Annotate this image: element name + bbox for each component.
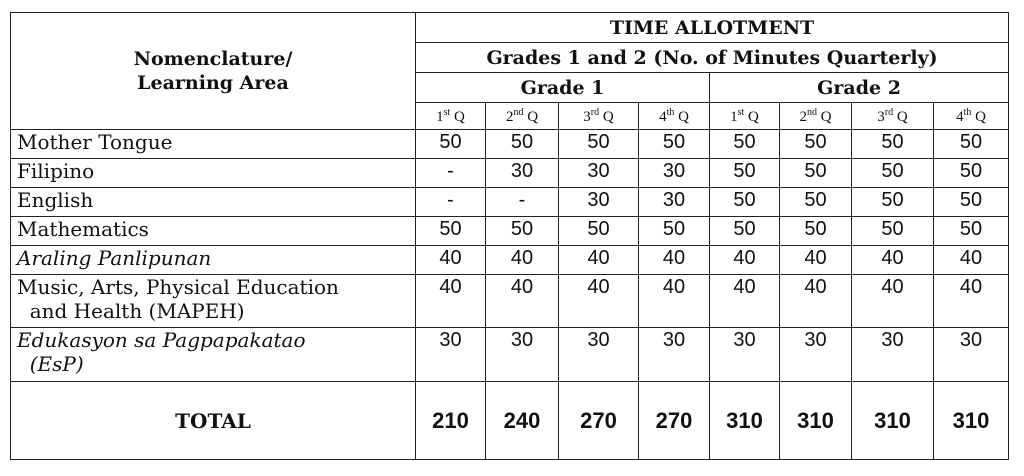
- total-cell: 270: [559, 382, 639, 460]
- quarter-header: [852, 103, 934, 130]
- minutes-cell: 30: [639, 328, 710, 382]
- quarter-header: [710, 103, 780, 130]
- quarter-suffix: rd: [590, 106, 600, 118]
- minutes-cell: 40: [416, 275, 486, 328]
- minutes-cell: 50: [780, 188, 852, 217]
- quarter-suffix: th: [963, 106, 972, 118]
- minutes-cell: 50: [710, 188, 780, 217]
- quarter-header: [780, 103, 852, 130]
- minutes-cell: 50: [934, 130, 1009, 159]
- minutes-cell: 50: [416, 217, 486, 246]
- minutes-cell: 50: [934, 159, 1009, 188]
- minutes-cell: 50: [559, 217, 639, 246]
- row-header-text: Nomenclature/ Learning Area: [133, 48, 293, 94]
- quarter-suffix: th: [666, 106, 675, 118]
- quarter-header: [416, 103, 486, 130]
- table-row: [11, 188, 1009, 217]
- minutes-cell: 50: [934, 217, 1009, 246]
- learning-area-cell: English: [11, 188, 416, 217]
- quarter-number: 2: [799, 108, 807, 125]
- total-row: [11, 382, 1009, 460]
- minutes-cell: 50: [486, 130, 559, 159]
- minutes-cell: 40: [486, 275, 559, 328]
- minutes-cell: 50: [639, 217, 710, 246]
- total-cell: 310: [710, 382, 780, 460]
- quarter-header: [559, 103, 639, 130]
- minutes-cell: 30: [486, 159, 559, 188]
- minutes-cell: -: [486, 188, 559, 217]
- table-row: [11, 130, 1009, 159]
- minutes-cell: 40: [852, 246, 934, 275]
- quarter-letter: Q: [523, 108, 539, 125]
- quarter-number: 1: [730, 108, 738, 125]
- table-row: [11, 217, 1009, 246]
- quarter-letter: Q: [744, 108, 759, 125]
- minutes-cell: 40: [416, 246, 486, 275]
- minutes-cell: 50: [852, 188, 934, 217]
- quarter-letter: Q: [599, 108, 614, 125]
- minutes-cell: 40: [559, 275, 639, 328]
- quarter-header: [639, 103, 710, 130]
- quarter-suffix: st: [737, 106, 745, 118]
- minutes-cell: 50: [780, 159, 852, 188]
- minutes-cell: 50: [934, 188, 1009, 217]
- learning-area-cell: Mathematics: [11, 217, 416, 246]
- quarter-letter: Q: [450, 108, 465, 125]
- minutes-cell: 30: [639, 188, 710, 217]
- row-header-nomenclature: [11, 13, 416, 130]
- quarter-suffix: rd: [884, 106, 894, 118]
- minutes-cell: 30: [852, 328, 934, 382]
- quarter-letter: Q: [893, 108, 908, 125]
- minutes-cell: 40: [710, 246, 780, 275]
- minutes-cell: 40: [639, 246, 710, 275]
- minutes-cell: 50: [559, 130, 639, 159]
- minutes-cell: -: [416, 188, 486, 217]
- minutes-cell: 30: [559, 188, 639, 217]
- total-cell: 310: [780, 382, 852, 460]
- quarter-number: 3: [583, 108, 591, 125]
- quarter-number: 2: [505, 108, 514, 125]
- minutes-cell: 30: [486, 328, 559, 382]
- minutes-cell: 40: [780, 275, 852, 328]
- grades-caption: Grades 1 and 2 (No. of Minutes Quarterly): [416, 43, 1009, 73]
- minutes-cell: 50: [710, 217, 780, 246]
- minutes-cell: 50: [852, 159, 934, 188]
- quarter-number: 4: [659, 108, 667, 125]
- total-cell: 210: [416, 382, 486, 460]
- quarter-header: [934, 103, 1009, 130]
- minutes-cell: 50: [416, 130, 486, 159]
- minutes-cell: 30: [710, 328, 780, 382]
- minutes-cell: 50: [486, 217, 559, 246]
- total-cell: 310: [934, 382, 1009, 460]
- minutes-cell: 40: [710, 275, 780, 328]
- learning-area-cell: Mother Tongue: [11, 130, 416, 159]
- quarter-suffix: st: [443, 106, 451, 118]
- minutes-cell: 50: [780, 130, 852, 159]
- total-label: TOTAL: [11, 382, 416, 460]
- quarter-header: [486, 103, 559, 130]
- minutes-cell: 40: [852, 275, 934, 328]
- minutes-cell: 30: [416, 328, 486, 382]
- minutes-cell: 40: [934, 246, 1009, 275]
- minutes-cell: 30: [934, 328, 1009, 382]
- table-row: [11, 275, 1009, 328]
- minutes-cell: -: [416, 159, 486, 188]
- learning-area-cell: Music, Arts, Physical Education and Health (MAPEH): [11, 275, 416, 328]
- learning-area-cell: Edukasyon sa Pagpapakatao (EsP): [11, 328, 416, 382]
- minutes-cell: 50: [852, 217, 934, 246]
- quarter-number: 1: [436, 108, 444, 125]
- grade1-header: Grade 1: [416, 73, 710, 103]
- minutes-cell: 40: [486, 246, 559, 275]
- minutes-cell: 40: [780, 246, 852, 275]
- minutes-cell: 40: [934, 275, 1009, 328]
- quarter-letter: Q: [674, 108, 689, 125]
- minutes-cell: 50: [780, 217, 852, 246]
- learning-area-cell: Araling Panlipunan: [11, 246, 416, 275]
- minutes-cell: 40: [639, 275, 710, 328]
- minutes-cell: 30: [559, 159, 639, 188]
- minutes-cell: 30: [639, 159, 710, 188]
- minutes-cell: 50: [639, 130, 710, 159]
- quarter-letter: Q: [971, 108, 986, 125]
- quarter-letter: Q: [816, 108, 832, 125]
- minutes-cell: 30: [559, 328, 639, 382]
- time-allotment-table: [10, 12, 1009, 460]
- grade2-header: Grade 2: [710, 73, 1009, 103]
- quarter-number: 4: [956, 108, 964, 125]
- quarter-suffix: nd: [513, 106, 524, 118]
- minutes-cell: 50: [710, 130, 780, 159]
- quarter-number: 3: [877, 108, 885, 125]
- minutes-cell: 40: [559, 246, 639, 275]
- time-allotment-header: TIME ALLOTMENT: [416, 13, 1009, 43]
- learning-area-cell: Filipino: [11, 159, 416, 188]
- total-cell: 270: [639, 382, 710, 460]
- table-row: [11, 159, 1009, 188]
- total-cell: 310: [852, 382, 934, 460]
- quarter-suffix: nd: [806, 106, 817, 118]
- table-row: [11, 246, 1009, 275]
- minutes-cell: 50: [710, 159, 780, 188]
- minutes-cell: 30: [780, 328, 852, 382]
- table-row: [11, 328, 1009, 382]
- total-cell: 240: [486, 382, 559, 460]
- minutes-cell: 50: [852, 130, 934, 159]
